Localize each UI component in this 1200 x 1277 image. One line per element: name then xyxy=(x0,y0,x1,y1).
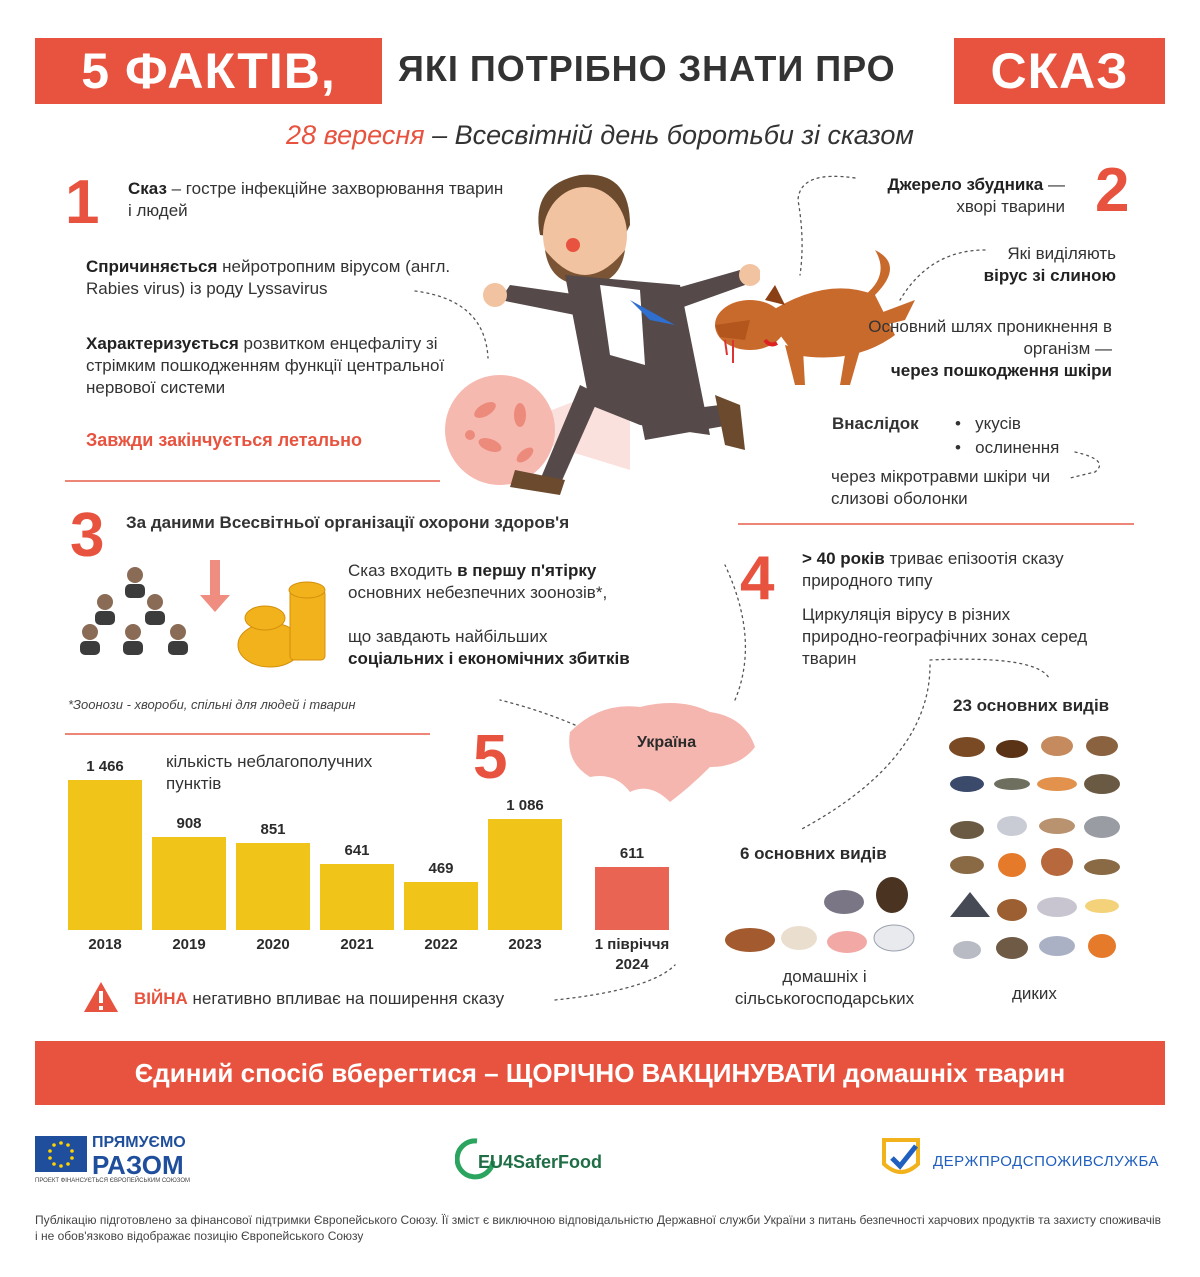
fact-3-top5-text-b: основних небезпечних зоонозів*, xyxy=(348,583,608,602)
fact-2-bullet-saliva: • ослинення xyxy=(955,438,1060,457)
wild-species-label: диких xyxy=(1012,984,1057,1003)
fact-3-damage-text: що завдають найбільших xyxy=(348,627,548,646)
fact-1-term: Сказ xyxy=(128,179,167,198)
fact-2-bullet-bites-text: укусів xyxy=(975,414,1021,433)
fact-2-source-text: — хворі тварини xyxy=(956,175,1065,216)
chart-category-label-2: 2020 xyxy=(256,936,290,953)
fact-1-number: 1 xyxy=(65,168,100,237)
fact-1-cause-bold: Спричиняється xyxy=(86,257,218,276)
fact-4-number: 4 xyxy=(740,544,775,613)
logo-pryamuiemo-razom xyxy=(92,1134,186,1178)
vaccination-slogan: Єдиний спосіб вберегтися – ЩОРІЧНО ВАКЦИНУВАТИ домашніх тварин xyxy=(35,1041,1165,1105)
chart-value-label-5: 1 086 xyxy=(506,797,544,814)
fact-2-source-bold: Джерело збудника xyxy=(887,175,1044,194)
chart-caption: кількість неблагополучних пунктів xyxy=(166,752,373,793)
fact-2-saliva-text: Які виділяють xyxy=(1007,244,1116,263)
logo-derzhprodspozhyvsluzhba: ДЕРЖПРОДСПОЖИВСЛУЖБА xyxy=(933,1153,1159,1170)
disclaimer: Публікацію підготовлено за фінансової підтримки Європейського Союзу. Її зміст є виключною відповідальністю Державної служби України з питань безпечності харчових продуктів та захисту споживачів і не обов'язково відображає позицію Європейського Союзу xyxy=(35,1213,1162,1243)
fact-3-footnote: *Зоонози - хвороби, спільні для людей і тварин xyxy=(68,697,356,712)
logo-1-line-2: РАЗОМ xyxy=(92,1150,184,1180)
chart-value-label-1: 908 xyxy=(176,815,202,832)
fact-1-characteristic-bold: Характеризується xyxy=(86,334,239,353)
chart-value-label-6: 611 xyxy=(619,845,645,862)
chart-value-label-2: 851 xyxy=(260,821,286,838)
chart-category-label-5: 2023 xyxy=(508,936,542,953)
fact-1-definition-text: – гостре інфекційне захворювання тварин і людей xyxy=(128,179,504,220)
chart-category-label-4: 2022 xyxy=(424,936,458,953)
title-part-1: 5 ФАКТІВ, xyxy=(81,43,336,99)
fact-3-top5-bold: в першу п'ятірку xyxy=(457,561,597,580)
fact-1-characteristic-text: розвитком енцефаліту зі стрімким пошкодженням функції центральної нервової системи xyxy=(86,334,445,397)
domestic-species-label: домашніх і сільськогосподарських xyxy=(734,967,915,1008)
fact-2-result-label: Внаслідок xyxy=(832,414,919,433)
fact-4-years-bold: > 40 років xyxy=(802,549,885,568)
chart-category-label-3: 2021 xyxy=(340,936,374,953)
chart-category-label-1: 2019 xyxy=(172,936,206,953)
chart-value-label-3: 641 xyxy=(344,842,370,859)
fact-4-circulation: Циркуляція вірусу в різних природно-географічних зонах серед тварин xyxy=(802,605,1088,668)
fact-2-number: 2 xyxy=(1095,156,1130,225)
title-part-3: СКАЗ xyxy=(990,43,1129,99)
derzhprod-shield-icon xyxy=(880,1136,922,1182)
title-middle: ЯКІ ПОТРІБНО ЗНАТИ ПРО xyxy=(398,48,896,89)
chart-category-label-6: 1 півріччя 2024 xyxy=(594,936,670,973)
fact-2-route-text: Основний шлях проникнення в організм — xyxy=(868,317,1112,358)
war-note-text: негативно впливає на поширення сказу xyxy=(187,989,505,1008)
domestic-species-count: 6 основних видів xyxy=(740,844,887,863)
fact-2-saliva-bold: вірус зі слиною xyxy=(983,266,1116,285)
fact-4-years-text: триває епізоотія сказу природного типу xyxy=(802,549,1064,590)
chart-category-label-0: 2018 xyxy=(88,936,122,953)
war-note-bold: ВІЙНА xyxy=(134,989,188,1008)
chart-value-label-0: 1 466 xyxy=(86,758,124,775)
fact-3-who: За даними Всесвітньої організації охорони здоров'я xyxy=(126,513,570,532)
chart-value-label-4: 469 xyxy=(428,860,454,877)
eu-flag-icon xyxy=(35,1136,87,1172)
subtitle-date: 28 вересня xyxy=(286,120,425,150)
wild-species-count: 23 основних видів xyxy=(953,696,1110,715)
logo-eu4saferfood: EU4SaferFood xyxy=(478,1152,603,1172)
fact-3-number: 3 xyxy=(70,501,105,570)
fact-3-damage-bold: соціальних і економічних збитків xyxy=(348,649,630,668)
fact-2-bullet-saliva-text: ослинення xyxy=(975,438,1060,457)
fact-2-bullet-bites: • укусів xyxy=(955,414,1021,433)
fact-1-lethal: Завжди закінчується летально xyxy=(86,430,362,450)
fact-5-number: 5 xyxy=(473,723,508,792)
fact-1-cause-text: нейротропним вірусом (англ. Rabies virus) із роду Lyssavirus xyxy=(86,257,451,298)
logo-1-small: ПРОЕКТ ФІНАНСУЄТЬСЯ ЄВРОПЕЙСЬКИМ СОЮЗОМ xyxy=(35,1178,191,1184)
fact-3-top5-text-a: Сказ входить xyxy=(348,561,458,580)
logo-1-line-1: ПРЯМУЄМО xyxy=(92,1134,186,1151)
ukraine-map-label: Україна xyxy=(637,734,697,751)
fact-2-route-bold: через пошкодження шкіри xyxy=(890,361,1112,380)
fact-2-micro: через мікротравми шкіри чи слизові оболонки xyxy=(831,467,1051,508)
subtitle-text: – Всесвітній день боротьби зі сказом xyxy=(424,120,914,150)
